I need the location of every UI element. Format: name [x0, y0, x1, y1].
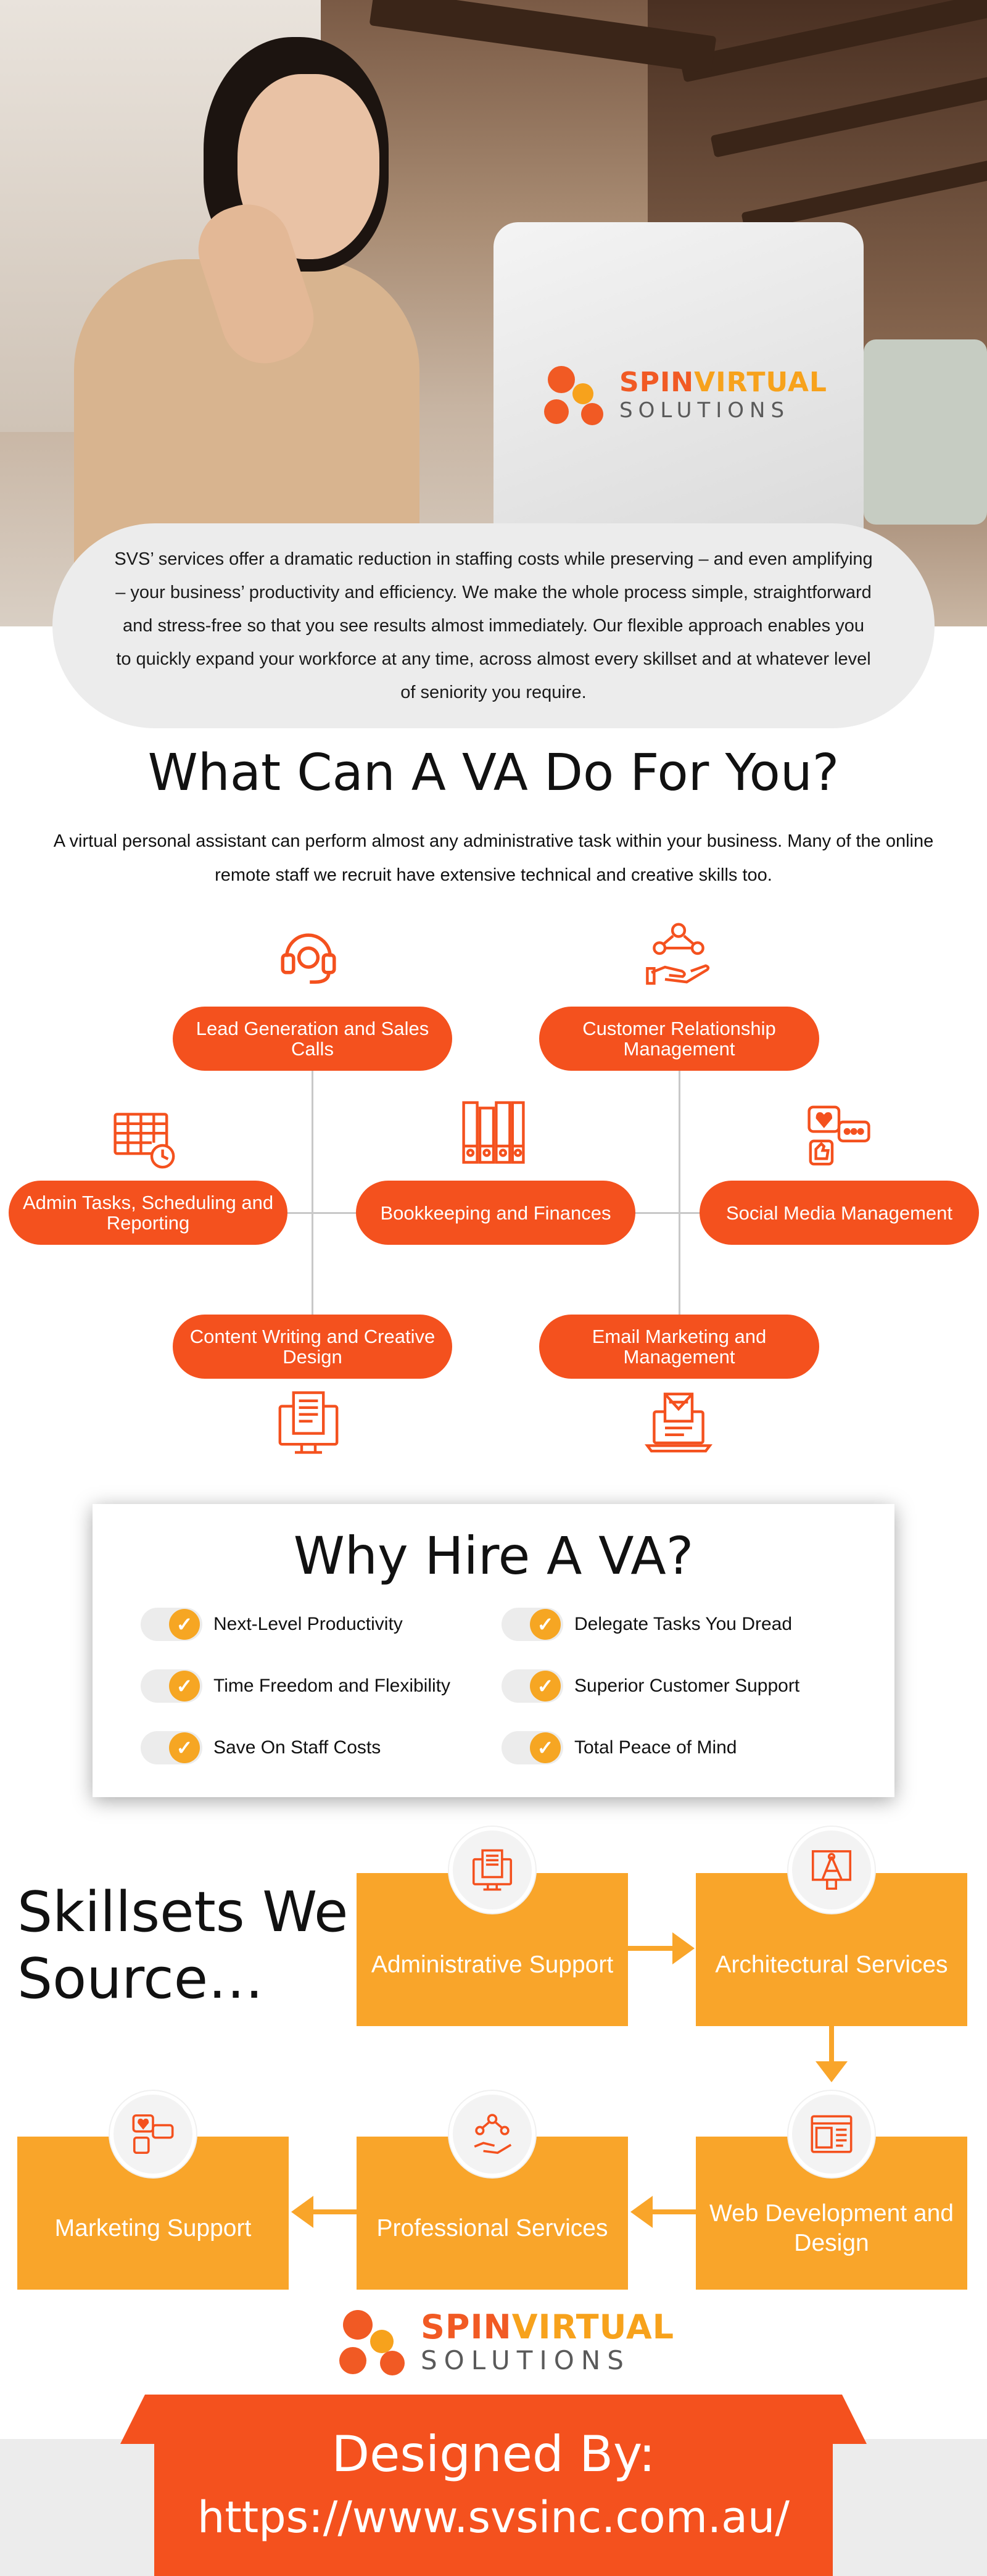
check-toggle-icon: ✓ — [141, 1608, 202, 1641]
designed-by-label: Designed By: — [331, 2425, 656, 2483]
skill-badge — [788, 2091, 875, 2177]
why-item — [141, 1669, 450, 1703]
tree-connector — [679, 1071, 680, 1318]
flow-arrow-head — [291, 2196, 313, 2228]
drafting-icon — [809, 1848, 854, 1892]
logo-tagline: SOLUTIONS — [619, 398, 790, 423]
flow-arrow-head — [816, 2061, 848, 2082]
service-crm: Customer Relationship Management — [539, 1007, 819, 1071]
footer-box — [154, 2425, 833, 2576]
flow-arrow — [628, 1946, 677, 1951]
why-item — [141, 1608, 403, 1641]
what-can-description: A virtual personal assistant can perform almost any administrative task within your business. Many of the online remote staff we recruit have extensive technical and creative skills too. — [53, 831, 934, 885]
why-item-label: Time Freedom and Flexibility — [213, 1676, 451, 1696]
logo-name-part1: SPIN — [619, 367, 695, 398]
document-monitor-icon — [275, 1389, 342, 1456]
skill-badge — [449, 1827, 535, 1913]
tree-connector — [312, 1071, 313, 1318]
why-item-label: Total Peace of Mind — [574, 1737, 737, 1758]
logo-mark-icon — [543, 361, 611, 429]
skill-badge — [449, 2091, 535, 2177]
headset-icon — [275, 920, 342, 987]
skill-architectural-services: Architectural Services — [696, 1873, 967, 2026]
why-item-label: Save On Staff Costs — [213, 1737, 381, 1758]
email-laptop-icon — [645, 1389, 712, 1456]
check-toggle-icon: ✓ — [141, 1731, 202, 1764]
flow-arrow — [651, 2209, 696, 2214]
hero-plant — [864, 339, 987, 525]
why-hire-title: Why Hire A VA? — [293, 1526, 694, 1586]
schedule-clock-icon — [111, 1105, 179, 1173]
why-item — [141, 1731, 381, 1764]
logo-name-part2: VIRTUAL — [694, 367, 827, 398]
logo-tagline: SOLUTIONS — [421, 2345, 630, 2375]
web-layout-icon — [809, 2112, 854, 2156]
check-toggle-icon: ✓ — [141, 1669, 202, 1703]
document-monitor-icon — [470, 1848, 514, 1892]
check-toggle-icon: ✓ — [502, 1608, 563, 1641]
flow-arrow-head — [672, 1932, 695, 1964]
logo-mark-icon — [338, 2305, 412, 2379]
skill-badge — [788, 1827, 875, 1913]
service-bookkeeping: Bookkeeping and Finances — [356, 1181, 635, 1245]
logo-name-part2: VIRTUAL — [511, 2308, 675, 2346]
network-hand-icon — [470, 2112, 514, 2156]
skillsets-title-line2: Source… — [17, 1947, 264, 2011]
skill-web-development: Web Development and Design — [696, 2137, 967, 2290]
what-can-title: What Can A VA Do For You? — [147, 744, 840, 802]
why-item-label: Superior Customer Support — [574, 1676, 800, 1696]
why-item — [502, 1669, 799, 1703]
flow-arrow-head — [630, 2196, 653, 2228]
why-hire-card — [93, 1504, 894, 1797]
skill-professional-services: Professional Services — [357, 2137, 628, 2290]
skill-badge — [110, 2091, 196, 2177]
hero-logo — [543, 361, 827, 429]
chat-like-icon — [805, 1102, 873, 1170]
why-item — [502, 1608, 792, 1641]
service-social-media: Social Media Management — [700, 1181, 979, 1245]
logo-name-part1: SPIN — [421, 2308, 512, 2346]
footer-url-link[interactable]: https://www.svsinc.com.au/ — [197, 2492, 790, 2543]
skillsets-title — [17, 1879, 348, 2013]
why-item-label: Delegate Tasks You Dread — [574, 1614, 793, 1634]
flow-arrow — [312, 2209, 357, 2214]
network-hand-icon — [645, 920, 712, 987]
check-toggle-icon: ✓ — [502, 1669, 563, 1703]
skill-marketing-support: Marketing Support — [17, 2137, 289, 2290]
skillsets-title-line1: Skillsets We — [17, 1880, 349, 1945]
footer-logo — [338, 2305, 674, 2379]
skill-administrative-support: Administrative Support — [357, 1873, 628, 2026]
why-item-label: Next-Level Productivity — [213, 1614, 403, 1634]
service-admin-tasks: Admin Tasks, Scheduling and Reporting — [9, 1181, 287, 1245]
chat-like-icon — [131, 2112, 175, 2156]
flow-arrow — [829, 2026, 834, 2063]
service-email-marketing: Email Marketing and Management — [539, 1315, 819, 1379]
intro-bubble — [52, 523, 935, 728]
intro-text: SVS’ services offer a dramatic reduction in staffing costs while preserving – and even amplifying – your business’ productivity and efficiency. We make the whole process simple, straightforward and stress-free so that you see results almost immediately. Our flexible approach enables you to quickly expand your workforce at any time, across almost every skillset and at whatever level of seniority you require. — [114, 549, 873, 702]
service-lead-generation: Lead Generation and Sales Calls — [173, 1007, 452, 1071]
binders-icon — [460, 1099, 527, 1166]
service-content-writing: Content Writing and Creative Design — [173, 1315, 452, 1379]
why-item — [502, 1731, 737, 1764]
check-toggle-icon: ✓ — [502, 1731, 563, 1764]
